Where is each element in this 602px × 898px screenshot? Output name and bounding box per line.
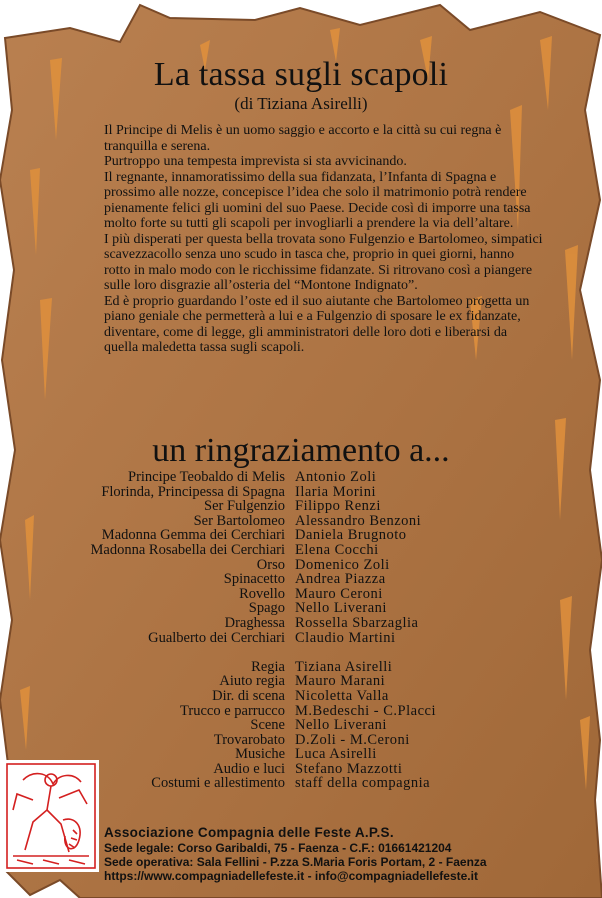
cast-row [40,485,560,500]
actor-name: Daniela Brugnoto [295,527,407,544]
actor-name: Alessandro Benzoni [295,512,422,529]
thanks-heading: un ringraziamento a... [152,432,450,469]
role-name: Madonna Rosabella dei Cerchiari [90,541,285,558]
crew-row [40,689,560,704]
crew-role: Dir. di scena [212,687,285,704]
crew-role: Musiche [235,746,285,763]
crew-member: D.Zoli - M.Ceroni [295,731,410,748]
contact-links[interactable]: https://www.compagniadellefeste.it - info@compagniadellefeste.it [104,869,478,883]
cast-row [40,616,560,631]
crew-member: Stefano Mazzotti [295,760,403,777]
crew-row [40,660,560,675]
synopsis-paragraph: Purtroppo una tempesta imprevista si sta avvicinando. [104,154,407,169]
synopsis-paragraph: Il Principe di Melis è un uomo saggio e accorto e la città su cui regna è tranquilla e serena. [104,123,502,154]
cast-row [40,558,560,573]
synopsis-paragraph: Ed è proprio guardando l’oste ed il suo aiutante che Bartolomeo progetta un piano geniale che permetterà a lui e a Fulgenzio di sposare le ex fidanzate, diventare, come di legge, gli amministratori delle loro doti e liberarsi da quella maledetta tassa sugli scapoli. [104,293,530,355]
crew-member: staff della compagnia [295,775,431,792]
role-name: Florinda, Principessa di Spagna [101,483,285,500]
credits-list [40,470,560,791]
crew-role: Regia [251,658,285,675]
crew-role: Trucco e parrucco [180,702,285,719]
crew-member: Mauro Marani [295,673,386,690]
crew-row [40,733,560,748]
role-name: Madonna Gemma dei Cerchiari [101,527,285,544]
role-name: Ser Fulgenzio [204,498,285,515]
play-title: La tassa sugli scapoli [153,56,449,93]
cast-row [40,572,560,587]
crew-role: Audio e luci [213,760,285,777]
synopsis [104,123,544,356]
cast-row [40,499,560,514]
cast-row [40,601,560,616]
crew-member: Nello Liverani [295,717,387,734]
crew-member: Tiziana Asirelli [295,658,393,675]
footer [104,826,602,883]
cast-row [40,631,560,646]
role-name: Draghessa [224,614,285,631]
actor-name: Elena Cocchi [295,541,379,558]
crew-role: Aiuto regia [219,673,285,690]
crew-row [40,762,560,777]
actor-name: Mauro Ceroni [295,585,383,602]
crew-row [40,704,560,719]
actor-name: Antonio Zoli [295,469,377,485]
role-name: Spago [248,600,285,617]
actor-name: Andrea Piazza [295,571,386,588]
crew-role: Scene [250,717,285,734]
actor-name: Rossella Sbarzaglia [295,614,419,631]
play-author: (di Tiziana Asirelli) [234,94,368,113]
spacer [40,645,560,660]
crew-row [40,674,560,689]
operative-address: Sede operativa: Sala Fellini - P.zza S.Maria Foris Portam, 2 - Faenza [104,855,487,869]
crew-member: Nicoletta Valla [295,687,389,704]
role-name: Orso [256,556,285,573]
role-name: Ser Bartolomeo [193,512,285,529]
association-name: Associazione Compagnia delle Feste A.P.S. [104,825,394,840]
actor-name: Nello Liverani [295,600,387,617]
cast-row [40,543,560,558]
actor-name: Claudio Martini [295,629,396,646]
crew-row [40,747,560,762]
role-name: Gualberto dei Cerchiari [148,629,285,646]
cast-row [40,587,560,602]
crew-member: M.Bedeschi - C.Placci [295,702,436,719]
crew-row [40,776,560,791]
legal-address: Sede legale: Corso Garibaldi, 75 - Faenza - C.F.: 01661421204 [104,841,452,855]
crew-member: Luca Asirelli [295,746,377,763]
synopsis-paragraph: Il regnante, innamoratissimo della sua fidanzata, l’Infanta di Spagna e prossimo alle nozze, concepisce l’idea che solo il matrimonio potrà rendere pienamente felici gli uomini del suo Paese. Decide così di imporre una tassa molto forte su tutti gli scapoli per invogliarli a prendere la via dell’altare. [104,169,531,231]
role-name: Rovello [239,585,285,602]
actor-name: Domenico Zoli [295,556,390,573]
cast-row [40,528,560,543]
actor-name: Ilaria Morini [295,483,376,500]
role-name: Spinacetto [223,571,285,588]
cast-row [40,470,560,485]
role-name: Principe Teobaldo di Melis [128,469,285,485]
crew-row [40,718,560,733]
synopsis-paragraph: I più disperati per questa bella trovata sono Fulgenzio e Bartolomeo, simpatici scavezzacollo senza uno scudo in tasca che, proprio in quei giorni, hanno rotto in malo modo con le ricchissime fidanzate. Si ritrovano così a piangere sulle loro disgrazie all’osteria del “Montone Indignato”. [104,231,543,293]
actor-name: Filippo Renzi [295,498,381,515]
cast-row [40,514,560,529]
crew-role: Trovarobato [213,731,285,748]
crew-role: Costumi e allestimento [151,775,285,792]
